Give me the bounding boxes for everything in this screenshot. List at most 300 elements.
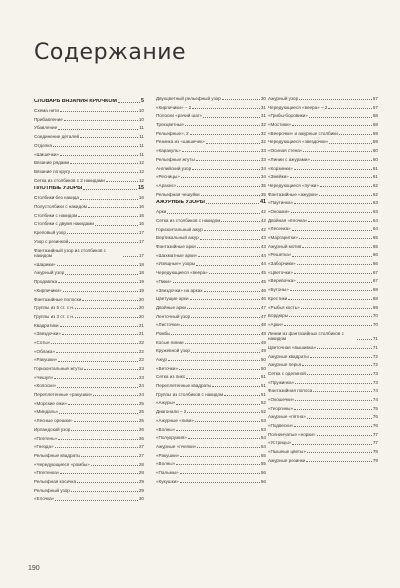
toc-entry-label: «Змейки» — [268, 174, 289, 180]
toc-entry — [34, 357, 144, 363]
toc-entry-label: «Ажуры» — [156, 400, 176, 406]
leader-dots — [181, 177, 260, 178]
leader-dots — [339, 134, 372, 135]
toc-entry-page: 34 — [260, 165, 266, 171]
toc-entry-label: Бордюры — [268, 313, 289, 319]
toc-entry — [34, 160, 144, 166]
toc-entry-label: Фантазийный узор из столбиков с накидом — [34, 247, 107, 259]
toc-entry — [268, 322, 378, 328]
toc-entry — [34, 418, 144, 424]
toc-entry-label: Полоски «рачий шаг» — [156, 113, 203, 119]
toc-entry-label: Чередующиеся «веера» — [156, 270, 208, 276]
toc-entry-label: «Пальмы» — [156, 469, 179, 475]
toc-entry — [268, 192, 378, 198]
toc-entry-page: 51 — [260, 374, 266, 380]
toc-entry — [268, 380, 378, 386]
toc-entry-page: 47 — [260, 304, 266, 310]
leader-dots — [297, 264, 372, 265]
toc-entry — [156, 218, 266, 224]
toc-entry-page: 24 — [138, 392, 144, 398]
leader-dots — [196, 265, 260, 266]
toc-entry-label: Фантазийные «ажурки» — [268, 191, 319, 197]
toc-entry-label: Полнинчатые «норки» — [268, 431, 316, 437]
leader-dots — [171, 334, 259, 335]
toc-entry-page: 75 — [372, 405, 378, 411]
toc-entry-page: 48 — [260, 330, 266, 336]
toc-entry-page: 56 — [260, 469, 266, 475]
toc-entry-label: «Осиная стена» — [268, 148, 303, 154]
toc-entry — [34, 340, 144, 346]
toc-entry-page: 52 — [260, 400, 266, 406]
toc-entry-label: СЛОВАРЬ ВЯЗАНИЯ КРЮЧКОМ — [34, 99, 117, 104]
toc-entry-label: Рельефные», 2 — [156, 130, 189, 136]
leader-dots — [58, 282, 138, 283]
leader-dots — [55, 447, 138, 448]
leader-dots — [292, 256, 371, 257]
leader-dots — [209, 273, 260, 274]
toc-entry-page: 44 — [260, 261, 266, 267]
toc-entry — [156, 461, 266, 467]
leader-dots — [197, 447, 260, 448]
toc-entry-page: 63 — [372, 208, 378, 214]
toc-entry — [268, 423, 378, 429]
leader-dots — [292, 125, 372, 126]
toc-entry-label: Косые линии — [156, 339, 184, 345]
toc-entry — [268, 226, 378, 232]
toc-entry-label: Рельефная косичка — [34, 478, 77, 484]
toc-entry-label: Ромбы — [156, 330, 171, 336]
leader-dots — [299, 238, 372, 239]
leader-dots — [180, 473, 260, 474]
leader-dots — [95, 225, 138, 226]
toc-entry-page: 24 — [138, 383, 144, 389]
toc-entry-label: «Пики» — [156, 278, 172, 284]
toc-entry — [156, 235, 266, 241]
toc-entry-label: «Шарики» — [34, 261, 56, 267]
toc-entry-label: Фантазийные полоски — [34, 296, 82, 302]
toc-entry-label: «Арахис» — [156, 182, 177, 188]
toc-entry-label: «Лесенка» — [268, 226, 291, 232]
toc-entry — [268, 362, 378, 368]
leader-dots — [185, 343, 260, 344]
leader-dots — [71, 430, 138, 431]
toc-entry — [268, 313, 378, 319]
leader-dots — [291, 212, 372, 213]
toc-entry-page: 29 — [138, 478, 144, 484]
toc-entry — [268, 139, 378, 145]
toc-entry-label: «Окошечки» — [268, 396, 295, 402]
toc-entry-label: Ажурный узор — [268, 96, 299, 101]
leader-dots — [206, 203, 259, 204]
toc-entry-page: 59 — [372, 130, 378, 136]
toc-entry-label: Креповый узор — [34, 230, 66, 236]
toc-entry-page: 18 — [138, 261, 144, 267]
leader-dots — [284, 325, 372, 326]
toc-entry-page: 46 — [260, 296, 266, 302]
page-number: 190 — [28, 565, 40, 572]
toc-entry — [34, 366, 144, 372]
toc-entry-page: 12 — [138, 168, 144, 174]
leader-dots — [91, 465, 138, 466]
toc-column-1 — [34, 96, 144, 505]
toc-entry-page: 21 — [138, 331, 144, 337]
toc-entry — [268, 414, 378, 420]
toc-entry-label: «Миндаль» — [34, 409, 59, 415]
toc-entry — [34, 262, 144, 268]
toc-entry-page: 12 — [138, 177, 144, 183]
toc-entry-page: 43 — [260, 244, 266, 250]
toc-entry — [156, 166, 266, 172]
toc-entry-page: 71 — [372, 336, 378, 342]
leader-dots — [357, 339, 372, 340]
toc-entry — [156, 253, 266, 259]
leader-dots — [295, 383, 372, 384]
leader-dots — [176, 404, 259, 405]
toc-entry — [156, 322, 266, 328]
toc-entry-page: 20 — [138, 296, 144, 302]
toc-entry — [268, 209, 378, 215]
leader-dots — [77, 482, 138, 483]
toc-entry — [268, 157, 378, 163]
leader-dots — [319, 195, 372, 196]
toc-entry — [268, 244, 378, 250]
toc-entry-label: Горизонтальный ажур — [156, 226, 203, 232]
toc-entry-label: Ажурные квадраты — [268, 353, 309, 359]
toc-entry-page: 43 — [260, 235, 266, 241]
leader-dots — [64, 120, 138, 121]
leader-dots — [222, 99, 260, 100]
toc-entry-page: 76 — [372, 423, 378, 429]
leader-dots — [204, 230, 260, 231]
toc-entry — [156, 192, 266, 198]
toc-entry-label: «Чешуя» — [34, 374, 54, 380]
toc-entry-label: «Шишечки» — [34, 151, 59, 157]
toc-entry — [156, 270, 266, 276]
toc-entry-label: «Линии с ажурами» — [268, 156, 310, 162]
toc-entry-label: «Бутоны» — [268, 287, 289, 293]
toc-entry-page: 74 — [372, 396, 378, 402]
toc-entry — [34, 213, 144, 219]
toc-entry-label: Фантазийные арки — [156, 244, 196, 250]
leader-dots — [167, 213, 260, 214]
toc-entry-label: АЖУРНЫЕ УЗОРЫ — [156, 200, 205, 206]
toc-entry-label: «Лесные орешки» — [34, 418, 73, 424]
toc-entry-page: 23 — [138, 366, 144, 372]
toc-entry-page: 64 — [372, 226, 378, 232]
toc-entry — [156, 157, 266, 163]
toc-entry — [156, 435, 266, 441]
toc-entry-label: Группы из 3 ст. с н. — [34, 313, 75, 319]
page-title: Содержание — [34, 40, 187, 65]
toc-entry-label: «Ажурные «пики» — [156, 417, 194, 423]
leader-dots — [290, 290, 372, 291]
toc-entry-label: «Корзинки» — [268, 165, 293, 171]
toc-entry-page: 47 — [260, 313, 266, 319]
toc-entry-page: 73 — [372, 379, 378, 385]
toc-entry — [268, 449, 378, 455]
toc-entry — [156, 183, 266, 189]
leader-dots — [187, 412, 260, 413]
leader-dots — [306, 461, 371, 462]
toc-entry — [34, 331, 144, 337]
toc-entry-label: «Рыбья кость» — [268, 304, 300, 310]
toc-entry — [34, 314, 144, 320]
leader-dots — [295, 400, 372, 401]
toc-entry-label: «Веревочка» — [268, 278, 296, 284]
leader-dots — [206, 143, 260, 144]
toc-entry-label: Рельефная чешуйки — [156, 191, 200, 197]
toc-entry-label: Цветущие арки — [156, 296, 189, 302]
toc-entry — [268, 270, 378, 276]
leader-dots — [180, 456, 260, 457]
toc-entry-label: «Кукушки» — [156, 478, 179, 484]
toc-entry — [156, 288, 266, 294]
leader-dots — [82, 300, 138, 301]
toc-entry-page: 55 — [260, 452, 266, 458]
leader-dots — [308, 221, 371, 222]
toc-entry — [156, 227, 266, 233]
toc-entry-page: 62 — [372, 191, 378, 197]
leader-dots — [191, 352, 260, 353]
toc-entry — [156, 96, 266, 102]
toc-entry-label: Чередующиеся «звездочки» — [268, 139, 329, 145]
toc-entry-page: 29 — [138, 487, 144, 493]
toc-entry — [268, 432, 378, 438]
toc-entry-label: Фантазийная полоса — [268, 388, 313, 394]
toc-entry-label: Переплетенные квадраты — [156, 383, 212, 389]
toc-entry — [156, 296, 266, 302]
toc-entry — [268, 305, 378, 311]
toc-entry-page: 26 — [138, 435, 144, 441]
leader-dots — [80, 137, 138, 138]
toc-entry-label: Ажурные резинки — [268, 457, 306, 463]
toc-entry-page: 5 — [141, 98, 144, 104]
toc-entry-label: «Подвески» — [268, 423, 294, 429]
toc-entry-page: 73 — [372, 370, 378, 376]
toc-entry-page: 60 — [372, 156, 378, 162]
toc-entry — [156, 261, 266, 267]
toc-entry-label: Английский узор — [156, 165, 192, 171]
toc-entry-page: 28 — [138, 470, 144, 476]
toc-entry — [34, 143, 144, 149]
leader-dots — [328, 108, 371, 109]
leader-dots — [289, 316, 372, 317]
toc-entry — [156, 131, 266, 137]
leader-dots — [310, 357, 372, 358]
toc-entry — [156, 122, 266, 128]
toc-entry-label: Сетка из столбиков с накидом — [156, 218, 221, 224]
leader-dots — [290, 177, 372, 178]
toc-entry-label: Ажур — [156, 357, 167, 363]
leader-dots — [71, 172, 138, 173]
toc-entry — [156, 392, 266, 398]
toc-entry — [268, 296, 378, 302]
toc-entry — [268, 345, 378, 351]
toc-entry-label: Сетка из пико — [156, 374, 186, 380]
toc-entry-label: Переплетенные «ракушки» — [34, 392, 93, 398]
leader-dots — [307, 418, 372, 419]
toc-entry — [268, 278, 378, 284]
toc-entry-page: 27 — [138, 444, 144, 450]
toc-entry — [268, 200, 378, 206]
leader-dots — [299, 99, 372, 100]
leader-dots — [67, 233, 138, 234]
toc-entry — [34, 409, 144, 415]
leader-dots — [320, 186, 372, 187]
leader-dots — [311, 160, 372, 161]
toc-entry — [34, 323, 144, 329]
leader-dots — [185, 125, 260, 126]
toc-entry — [156, 148, 266, 154]
toc-entry — [34, 221, 144, 227]
toc-entry-label: Отделка — [34, 142, 52, 148]
toc-entry-label: Ажурные перья — [268, 362, 302, 368]
toc-entry-page: 34 — [260, 174, 266, 180]
leader-dots — [78, 216, 138, 217]
toc-entry-label: «Колоски» — [34, 383, 57, 389]
toc-entry — [156, 305, 266, 311]
toc-entry-page: 59 — [372, 139, 378, 145]
toc-entry-label: ПЛОТНЫЕ УЗОРЫ — [34, 186, 83, 192]
toc-entry-label: Ажурные «пчелки» — [156, 443, 197, 449]
toc-entry-page: 68 — [372, 287, 378, 293]
toc-entry-label: «Полукружия» — [156, 435, 187, 441]
toc-entry — [34, 375, 144, 381]
toc-entry-page: 12 — [138, 160, 144, 166]
toc-entry-page: 31 — [260, 104, 266, 110]
toc-entry-page: 46 — [260, 287, 266, 293]
toc-entry — [156, 279, 266, 285]
toc-entry-page: 41 — [260, 199, 266, 206]
toc-section-heading — [156, 200, 266, 206]
toc-entry-label: «Устрицы» — [268, 440, 292, 446]
toc-entry-label: «Листочки» — [156, 322, 181, 328]
toc-entry-page: 55 — [260, 461, 266, 467]
toc-entry-page: 33 — [260, 156, 266, 162]
leader-dots — [54, 378, 138, 379]
toc-entry-label: Ирландский узор — [34, 426, 71, 432]
toc-entry-page: 17 — [138, 230, 144, 236]
toc-entry-page: 10 — [138, 108, 144, 114]
toc-entry — [268, 96, 378, 102]
toc-entry-label: «Мостики» — [268, 122, 292, 128]
leader-dots — [288, 299, 372, 300]
leader-dots — [83, 189, 137, 190]
toc-entry — [156, 331, 266, 337]
toc-column-2 — [156, 96, 266, 487]
toc-entry-label: «Окошки» — [268, 208, 290, 214]
leader-dots — [329, 143, 372, 144]
leader-dots — [198, 256, 260, 257]
leader-dots — [201, 195, 260, 196]
toc-entry-label: «Ракушки» — [156, 452, 180, 458]
toc-entry — [34, 496, 144, 502]
toc-entry — [268, 371, 378, 377]
leader-dots — [180, 482, 260, 483]
toc-entry-label: «Чередующиеся «ромбы» — [34, 461, 90, 467]
toc-entry — [156, 427, 266, 433]
leader-dots — [176, 430, 260, 431]
toc-entry-page: 27 — [138, 452, 144, 458]
toc-entry — [34, 288, 144, 294]
toc-entry-page: 76 — [372, 414, 378, 420]
toc-entry-page: 32 — [260, 139, 266, 145]
toc-entry — [34, 195, 144, 201]
leader-dots — [196, 160, 260, 161]
toc-entry-page: 26 — [138, 426, 144, 432]
leader-dots — [317, 435, 372, 436]
leader-dots — [192, 108, 260, 109]
toc-entry-page: 44 — [260, 252, 266, 258]
toc-entry-page: 49 — [260, 339, 266, 345]
toc-entry-page: 49 — [260, 348, 266, 354]
toc-entry — [34, 279, 144, 285]
toc-entry-label: Резинка из «шишечек» — [156, 139, 205, 145]
toc-entry-label: Двухцветный рельефный узор — [156, 96, 221, 101]
toc-entry — [34, 470, 144, 476]
toc-entry-label: Ленточный узор — [156, 313, 191, 319]
leader-dots — [70, 163, 138, 164]
toc-entry-label: «Веерочки» и ажурные столбики — [268, 130, 338, 136]
leader-dots — [74, 421, 138, 422]
toc-entry-page: 25 — [138, 400, 144, 406]
toc-entry-label: «Звездочки» — [34, 331, 61, 337]
leader-dots — [53, 146, 138, 147]
toc-entry-page: 50 — [260, 357, 266, 363]
toc-entry-page: 20 — [138, 313, 144, 319]
leader-dots — [65, 274, 138, 275]
toc-entry-page: 67 — [372, 278, 378, 284]
toc-entry — [268, 131, 378, 137]
toc-entry-page: 45 — [260, 270, 266, 276]
leader-dots — [192, 169, 260, 170]
toc-section-heading — [34, 186, 144, 192]
toc-entry — [268, 397, 378, 403]
toc-entry — [34, 297, 144, 303]
leader-dots — [301, 308, 372, 309]
toc-entry-label: Рельефные квадраты — [34, 452, 81, 458]
leader-dots — [93, 395, 138, 396]
toc-entry-page: 23 — [138, 374, 144, 380]
leader-dots — [57, 387, 137, 388]
toc-entry — [268, 261, 378, 267]
toc-entry — [156, 470, 266, 476]
leader-dots — [187, 308, 260, 309]
toc-entry-label: Кружевной узор — [156, 348, 190, 354]
toc-entry — [156, 113, 266, 119]
toc-entry-label: Группы из столбиков с накидом — [156, 391, 224, 397]
toc-entry — [34, 169, 144, 175]
toc-entry-page: 11 — [139, 142, 144, 148]
toc-entry — [156, 418, 266, 424]
toc-entry-label: «Соты» — [34, 339, 51, 345]
toc-entry-page: 21 — [138, 322, 144, 328]
toc-entry-label: Сетка из столбиков с 2 накидами — [34, 177, 105, 183]
toc-entry-page: 69 — [372, 304, 378, 310]
toc-entry — [268, 440, 378, 446]
toc-entry — [34, 427, 144, 433]
leader-dots — [75, 317, 138, 318]
toc-entry — [34, 117, 144, 123]
toc-entry-label: «Шахматные арки» — [156, 252, 198, 258]
toc-entry-page: 58 — [372, 113, 378, 119]
toc-entry — [34, 392, 144, 398]
toc-entry-label: Вязание по кругу — [34, 168, 71, 174]
toc-column-3 — [268, 96, 378, 466]
toc-entry-page: 16 — [138, 204, 144, 210]
toc-entry-page: 77 — [372, 440, 378, 446]
toc-entry — [156, 444, 266, 450]
